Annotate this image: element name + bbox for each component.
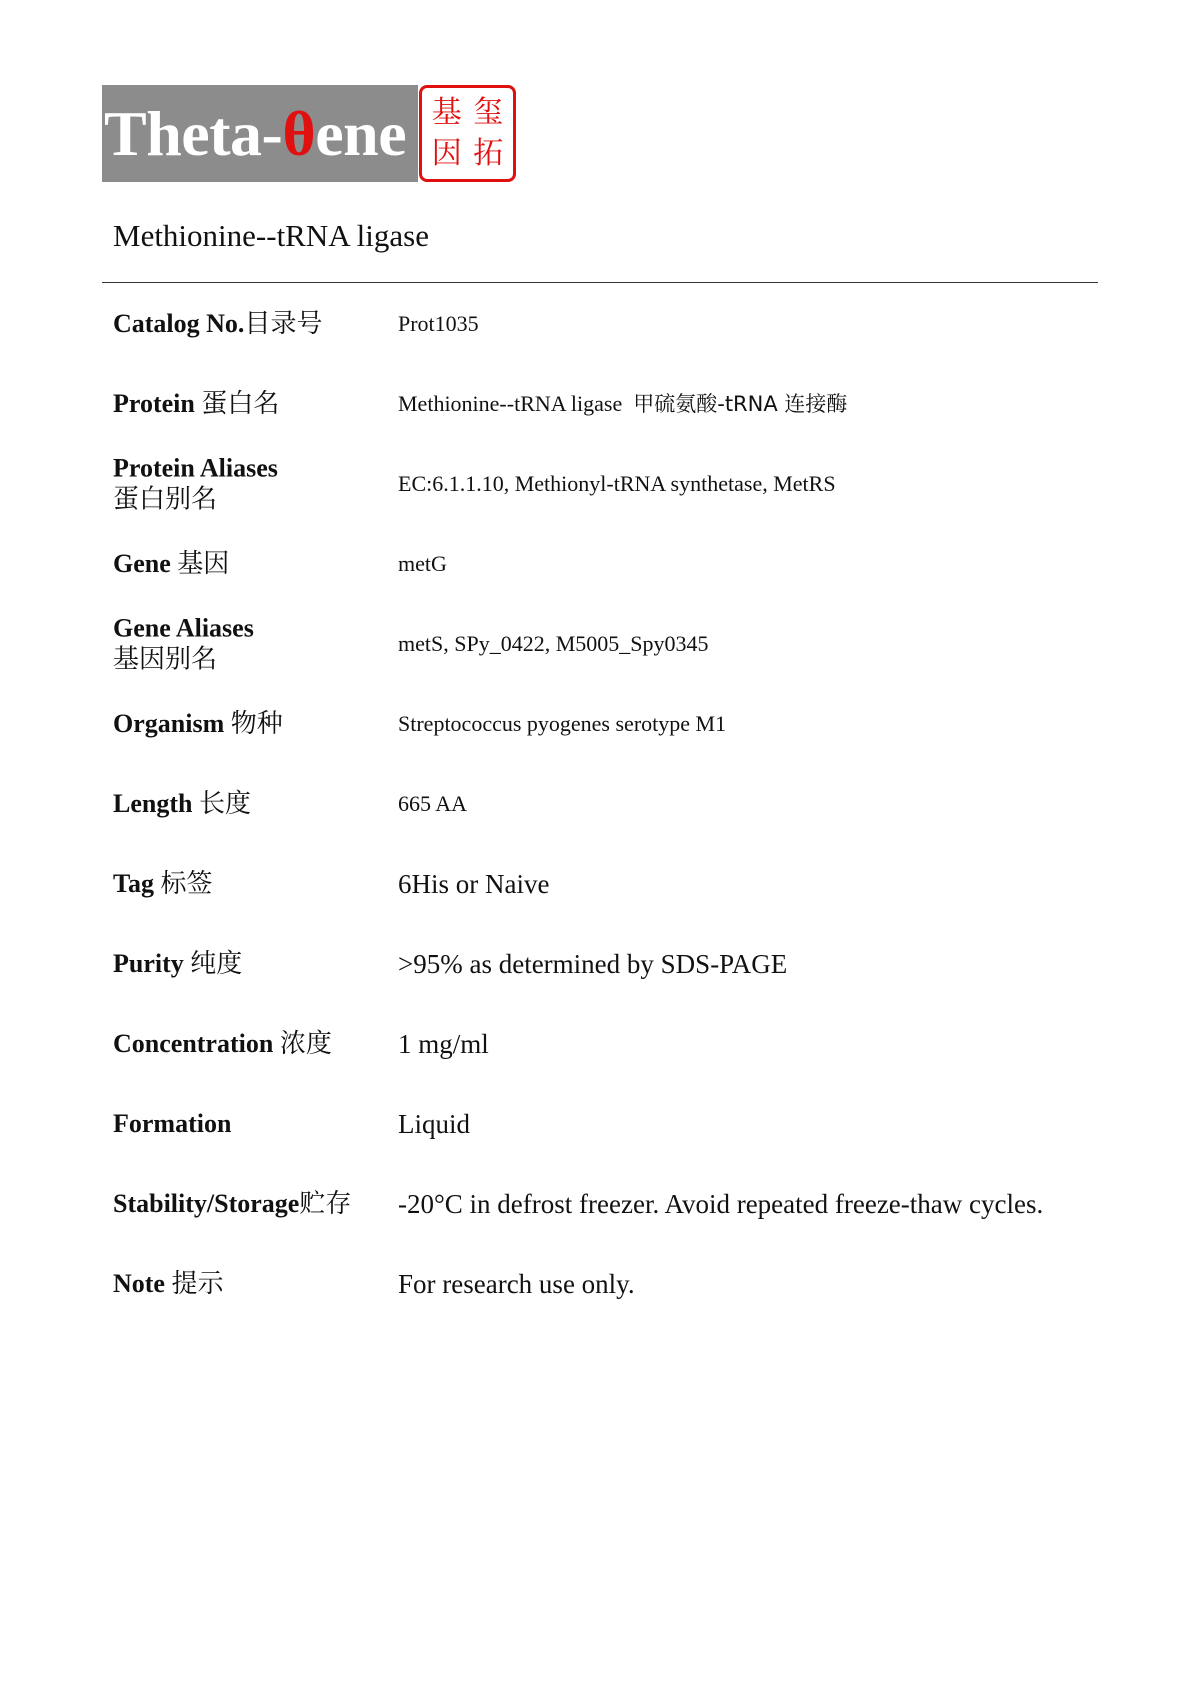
spec-label: Protein Aliases 蛋白别名 xyxy=(113,453,278,515)
seal-char: 拓 xyxy=(473,136,504,172)
spec-value: metS, SPy_0422, M5005_Spy0345 xyxy=(398,630,709,656)
spec-value: For research use only. xyxy=(398,1268,635,1299)
spec-row-organism xyxy=(113,684,1098,764)
spec-row-tag xyxy=(113,844,1098,924)
spec-row-formation xyxy=(113,1084,1098,1164)
spec-value: EC:6.1.1.10, Methionyl-tRNA synthetase, MetRS xyxy=(398,470,836,496)
spec-label: Tag 标签 xyxy=(113,869,213,899)
spec-value: >95% as determined by SDS-PAGE xyxy=(398,948,788,979)
spec-label: Purity 纯度 xyxy=(113,949,243,979)
spec-row-protein xyxy=(113,364,1098,444)
spec-label: Formation xyxy=(113,1109,232,1138)
spec-value: Liquid xyxy=(398,1108,470,1139)
spec-value: -20°C in defrost freezer. Avoid repeated freeze-thaw cycles. xyxy=(398,1188,1044,1219)
spec-table xyxy=(113,284,1098,1324)
spec-label: Concentration 浓度 xyxy=(113,1029,332,1059)
spec-label: Catalog No.目录号 xyxy=(113,309,323,339)
spec-value: Prot1035 xyxy=(398,310,479,336)
spec-label: Stability/Storage贮存 xyxy=(113,1189,352,1219)
spec-row-catalog xyxy=(113,284,1098,364)
company-logo xyxy=(102,85,516,182)
seal-char: 玺 xyxy=(473,94,504,130)
spec-value: Streptococcus pyogenes serotype M1 xyxy=(398,710,727,736)
spec-label: Protein 蛋白名 xyxy=(113,389,280,419)
spec-row-protein-aliases xyxy=(113,444,1098,524)
spec-value: Methionine--tRNA ligase 甲硫氨酸-tRNA 连接酶 xyxy=(398,390,848,416)
spec-value: 6His or Naive xyxy=(398,868,550,899)
title-divider xyxy=(102,282,1098,283)
seal-char: 因 xyxy=(431,136,462,172)
spec-row-gene-aliases xyxy=(113,604,1098,684)
logo-seal xyxy=(419,85,516,182)
spec-value: 1 mg/ml xyxy=(398,1028,489,1059)
logo-wordmark: Theta-θene xyxy=(104,97,407,169)
spec-label: Organism 物种 xyxy=(113,709,283,739)
spec-row-concentration xyxy=(113,1004,1098,1084)
logo-wordmark-band xyxy=(102,85,418,182)
spec-row-gene xyxy=(113,524,1098,604)
spec-row-storage xyxy=(113,1164,1098,1244)
spec-label: Note 提示 xyxy=(113,1269,224,1299)
seal-char: 基 xyxy=(431,94,462,130)
document-title: Methionine--tRNA ligase xyxy=(113,218,429,253)
spec-row-note xyxy=(113,1244,1098,1324)
spec-row-purity xyxy=(113,924,1098,1004)
spec-value: 665 AA xyxy=(398,790,468,816)
spec-label: Gene 基因 xyxy=(113,549,230,579)
spec-label: Gene Aliases 基因别名 xyxy=(113,613,254,675)
spec-label: Length 长度 xyxy=(113,789,251,819)
spec-value: metG xyxy=(398,550,447,576)
spec-row-length xyxy=(113,764,1098,844)
